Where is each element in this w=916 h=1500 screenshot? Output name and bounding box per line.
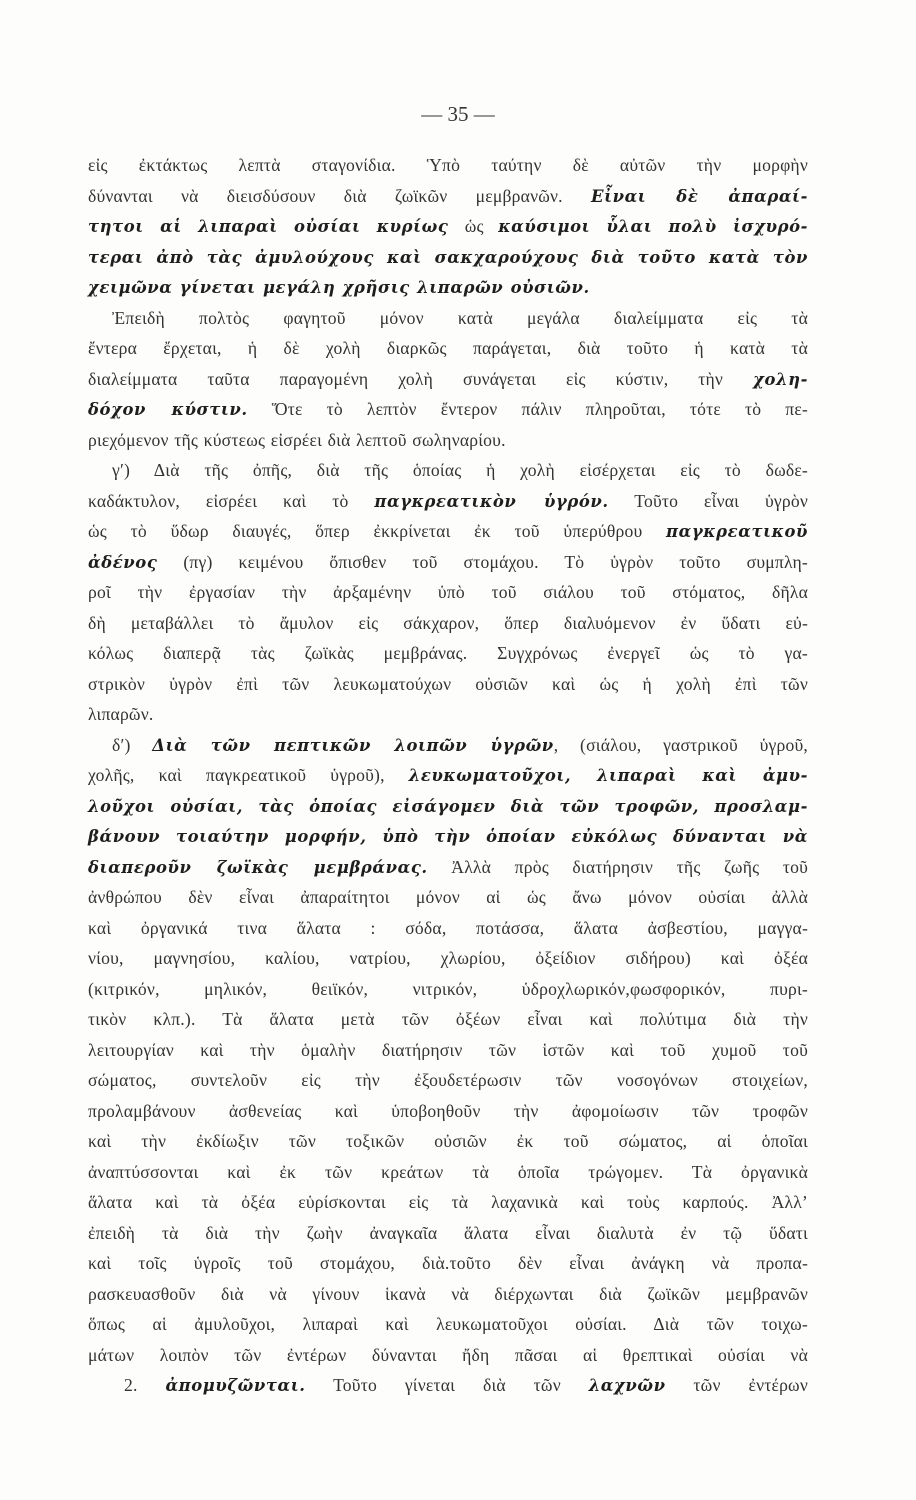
text-span: γ′) Διὰ τῆς ὀπῆς, διὰ τῆς ὁποίας ἡ χολὴ εἰσέρχεται εἰς τὸ δωδε- xyxy=(112,460,808,480)
text-span: καὶ ὀργανικά τινα ἅλατα : σόδα, ποτάσσα, ἅλατα ἀσβεστίου, μαγγα- xyxy=(88,917,808,938)
text-span: ἀνθρώπου δὲν εἶναι ἀπαραίτητοι μόνον αἱ ὡς ἄνω μόνον οὐσίαι ἀλλὰ xyxy=(88,887,808,907)
text-span: καδάκτυλον, εἰσρέει καὶ τὸ xyxy=(88,490,375,511)
text-line xyxy=(88,242,808,273)
emphasized-text: παγκρεατικὸν ὑγρόν. xyxy=(374,491,609,511)
text-line xyxy=(88,516,808,547)
text-span: δὴ μεταβάλλει τὸ ἄμυλον εἰς σάκχαρον, ὅπερ διαλυόμενον ἐν ὕδατι εὐ- xyxy=(88,612,808,633)
text-span: Τοῦτο εἶναι ὑγρὸν xyxy=(608,490,808,511)
emphasized-text: καύσιμοι ὗλαι πολὺ ἰσχυρό- xyxy=(498,217,809,236)
emphasized-text: ἀδένος xyxy=(88,552,158,572)
text-span: δύνανται νὰ διεισδύσουν διὰ ζωϊκῶν μεμβρανῶν. xyxy=(88,185,591,206)
text-span: , (σιάλου, γαστρικοῦ ὑγροῦ, xyxy=(553,734,808,755)
page-number: — 35 — xyxy=(421,102,495,126)
emphasized-text: λαχνῶν xyxy=(588,1376,666,1395)
text-span: καὶ τὴν ἐκδίωξιν τῶν τοξικῶν οὐσιῶν ἐκ τοῦ σώματος, αἱ ὁποῖαι xyxy=(88,1131,808,1151)
emphasized-text: λευκωματοῦχοι, λιπαραὶ καὶ ἀμυ- xyxy=(408,766,809,785)
text-line xyxy=(88,699,808,730)
text-line xyxy=(88,303,808,334)
text-line xyxy=(88,211,808,242)
text-line xyxy=(88,455,808,486)
text-line xyxy=(88,272,808,303)
text-span: Ὅτε τὸ λεπτὸν ἔντερον πάλιν πληροῦται, τότε τὸ πε- xyxy=(247,399,808,419)
text-span: σώματος, συντελοῦν εἰς τὴν ἐξουδετέρωσιν τῶν νοσογόνων στοιχείων, xyxy=(88,1070,808,1090)
body-text xyxy=(88,150,808,1401)
text-line xyxy=(88,1340,808,1371)
text-span: (κιτρικόν, μηλικόν, θειϊκόν, νιτρικόν, ὑδροχλωρικόν,φωσφορικόν, πυρι- xyxy=(88,978,808,999)
text-span: λιπαρῶν. xyxy=(88,704,154,724)
text-line xyxy=(88,486,808,517)
text-line xyxy=(88,974,808,1005)
emphasized-text: παγκρεατικοῦ xyxy=(666,522,808,541)
text-span: ρασκευασθοῦν διὰ νὰ γίνουν ἱκανὰ νὰ διέρχωνται διὰ ζωϊκῶν μεμβρανῶν xyxy=(88,1283,808,1304)
emphasized-text: χολη- xyxy=(753,369,808,389)
text-span: Τοῦτο γίνεται διὰ τῶν xyxy=(305,1375,589,1395)
text-line xyxy=(88,181,808,212)
emphasized-text: Διὰ τῶν πεπτικῶν λοιπῶν ὑγρῶν xyxy=(152,735,554,755)
text-line xyxy=(88,1096,808,1127)
text-line xyxy=(88,364,808,395)
text-span: στρικὸν ὑγρὸν ἐπὶ τῶν λευκωματούχων οὐσιῶν καὶ ὡς ἡ χολὴ ἐπὶ τῶν xyxy=(88,673,808,694)
text-span: ἀναπτύσσονται καὶ ἐκ τῶν κρεάτων τὰ ὁποῖα τρώγομεν. Τὰ ὀργανικὰ xyxy=(88,1161,808,1182)
text-line xyxy=(88,943,808,974)
text-span: ἅλατα καὶ τὰ ὀξέα εὑρίσκονται εἰς τὰ λαχανικὰ καὶ τοὺς καρπούς. Ἀλλ’ xyxy=(88,1192,808,1212)
text-span: ὅπως αἱ ἀμυλοῦχοι, λιπαραὶ καὶ λευκωματοῦχοι οὐσίαι. Διὰ τῶν τοιχω- xyxy=(88,1314,808,1334)
text-line xyxy=(88,1370,808,1401)
text-span: τῶν ἐντέρων xyxy=(665,1375,808,1395)
emphasized-text: τεραι ἀπὸ τὰς ἀμυλούχους καὶ σακχαρούχους διὰ τοῦτο κατὰ τὸν xyxy=(88,247,808,267)
text-line xyxy=(88,425,808,456)
text-span: ροῖ τὴν ἐργασίαν τὴν ἀρξαμένην ὑπὸ τοῦ σιάλου τοῦ στόματος, δῆλα xyxy=(88,582,808,602)
text-line xyxy=(88,1248,808,1279)
text-span: ὡς τὸ ὕδωρ διαυγές, ὅπερ ἐκκρίνεται ἐκ τοῦ ὑπερύθρου xyxy=(88,521,667,541)
text-span: ὡς xyxy=(464,216,499,236)
text-line xyxy=(88,638,808,669)
emphasized-text: χειμῶνα γίνεται μεγάλη χρῆσις λιπαρῶν οὐσιῶν. xyxy=(88,278,590,297)
text-line xyxy=(88,1218,808,1249)
text-line xyxy=(88,882,808,913)
text-span: προλαμβάνουν ἀσθενείας καὶ ὑποβοηθοῦν τὴν ἀφομοίωσιν τῶν τροφῶν xyxy=(88,1100,808,1121)
text-line xyxy=(88,1187,808,1218)
text-line xyxy=(88,821,808,852)
text-span: ριεχόμενον τῆς κύστεως εἰσρέει διὰ λεπτοῦ σωληναρίου. xyxy=(88,429,506,450)
text-line xyxy=(88,1157,808,1188)
emphasized-text: δόχον κύστιν. xyxy=(88,400,248,419)
text-span: τικὸν κλπ.). Τὰ ἅλατα μετὰ τῶν ὀξέων εἶναι καὶ πολύτιμα διὰ τὴν xyxy=(88,1009,808,1029)
text-line xyxy=(88,577,808,608)
text-line xyxy=(88,1279,808,1310)
text-line xyxy=(88,760,808,791)
emphasized-text: λοῦχοι οὐσίαι, τὰς ὁποίας εἰσάγομεν διὰ τῶν τροφῶν, προσλαμ- xyxy=(88,796,808,816)
text-span: νίου, μαγνησίου, καλίου, νατρίου, χλωρίου, ὀξείδιον σιδήρου) καὶ ὀξέα xyxy=(88,948,808,968)
text-span: Ἀλλὰ πρὸς διατήρησιν τῆς ζωῆς τοῦ xyxy=(427,856,808,877)
emphasized-text: διαπεροῦν ζωϊκὰς μεμβράνας. xyxy=(88,857,428,877)
text-line xyxy=(88,669,808,700)
text-span: ἐπειδὴ τὰ διὰ τὴν ζωὴν ἀναγκαῖα ἅλατα εἶναι διαλυτὰ ἐν τῷ ὕδατι xyxy=(88,1222,808,1243)
text-line xyxy=(88,394,808,425)
text-span: λειτουργίαν καὶ τὴν ὁμαλὴν διατήρησιν τῶν ἱστῶν καὶ τοῦ χυμοῦ τοῦ xyxy=(88,1039,808,1060)
text-span: ἔντερα ἔρχεται, ἡ δὲ χολὴ διαρκῶς παράγεται, διὰ τοῦτο ἡ κατὰ τὰ xyxy=(88,338,808,358)
text-line xyxy=(88,852,808,883)
text-span: κόλως διαπερᾷ τὰς ζωϊκὰς μεμβράνας. Συγχρόνως ἐνεργεῖ ὡς τὸ γα- xyxy=(88,643,808,663)
text-line xyxy=(88,1004,808,1035)
text-line xyxy=(88,1035,808,1066)
text-span: διαλείμματα ταῦτα παραγομένη χολὴ συνάγεται εἰς κύστιν, τὴν xyxy=(88,368,754,389)
text-line xyxy=(88,1126,808,1157)
text-line xyxy=(88,608,808,639)
text-span: καὶ τοῖς ὑγροῖς τοῦ στομάχου, διὰ.τοῦτο δὲν εἶναι ἀνάγκη νὰ προπα- xyxy=(88,1253,808,1273)
text-line xyxy=(88,1065,808,1096)
text-line xyxy=(88,913,808,944)
text-span: 2. xyxy=(124,1375,166,1395)
emphasized-text: τητοι αἱ λιπαραὶ οὐσίαι κυρίως xyxy=(88,217,465,236)
text-line xyxy=(88,730,808,761)
text-span: χολῆς, καὶ παγκρεατικοῦ ὑγροῦ), xyxy=(88,765,409,785)
text-span: δ′) xyxy=(112,734,153,755)
emphasized-text: Εἶναι δὲ ἀπαραί- xyxy=(591,186,808,206)
text-line xyxy=(88,791,808,822)
text-span: εἰς ἐκτάκτως λεπτὰ σταγονίδια. Ὑπὸ ταύτην δὲ αὐτῶν τὴν μορφὴν xyxy=(88,155,808,175)
text-span: Ἐπειδὴ πολτὸς φαγητοῦ μόνον κατὰ μεγάλα διαλείμματα εἰς τὰ xyxy=(112,307,808,328)
text-line xyxy=(88,1309,808,1340)
text-line xyxy=(88,150,808,181)
text-line xyxy=(88,547,808,578)
text-span: μάτων λοιπὸν τῶν ἐντέρων δύνανται ἤδη πᾶσαι αἱ θρεπτικαὶ οὐσίαι νὰ xyxy=(88,1344,808,1365)
emphasized-text: βάνουν τοιαύτην μορφήν, ὑπὸ τὴν ὁποίαν εὐκόλως δύνανται νὰ xyxy=(88,827,808,846)
emphasized-text: ἀπομυζῶνται. xyxy=(165,1376,306,1395)
text-span: (πγ) κειμένου ὄπισθεν τοῦ στομάχου. Τὸ ὑγρὸν τοῦτο συμπλη- xyxy=(157,551,808,572)
text-line xyxy=(88,333,808,364)
